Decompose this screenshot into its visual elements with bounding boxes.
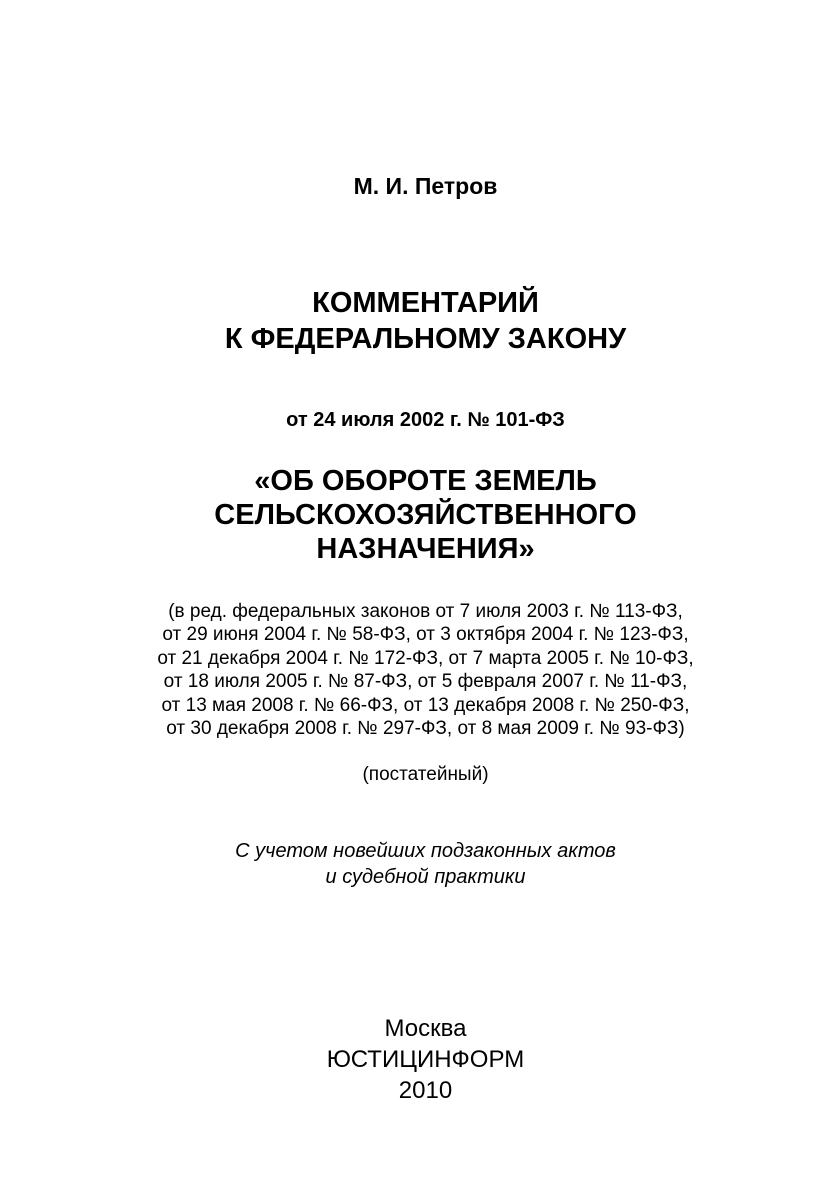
book-title	[0, 285, 827, 357]
amendment-line: от 30 декабря 2008 г. № 297-ФЗ, от 8 мая 2009 г. № 93-ФЗ)	[166, 718, 685, 740]
imprint-publisher: ЮСТИЦИНФОРМ	[326, 1046, 525, 1073]
law-name	[0, 464, 827, 566]
commentary-type: (постатейный)	[362, 764, 489, 785]
edition-note	[0, 838, 827, 890]
amendment-line: (в ред. федеральных законов от 7 июля 2003 г. № 113-ФЗ,	[168, 601, 683, 622]
book-title-line-2: К ФЕДЕРАЛЬНОМУ ЗАКОНУ	[224, 323, 627, 355]
amendment-line: от 18 июля 2005 г. № 87-ФЗ, от 5 февраля 2007 г. № 11-ФЗ,	[163, 671, 688, 693]
law-name-line-3: НАЗНАЧЕНИЯ»	[316, 533, 535, 565]
law-name-line-1: «ОБ ОБОРОТЕ ЗЕМЕЛЬ	[254, 465, 597, 497]
law-name-line-2: СЕЛЬСКОХОЗЯЙСТВЕННОГО	[214, 499, 637, 531]
author-name: М. И. Петров	[353, 173, 498, 199]
amendments-list	[0, 600, 827, 740]
publisher-imprint	[0, 1013, 827, 1106]
edition-note-line-1: С учетом новейших подзаконных актов	[235, 840, 616, 862]
book-title-line-1: КОММЕНТАРИЙ	[312, 287, 539, 319]
edition-note-line-2: и судебной практики	[325, 866, 526, 888]
imprint-year: 2010	[398, 1077, 453, 1104]
amendment-line: от 29 июня 2004 г. № 58-ФЗ, от 3 октября 2004 г. № 123-ФЗ,	[162, 624, 689, 646]
amendment-line: от 13 мая 2008 г. № 66-ФЗ, от 13 декабря 2008 г. № 250-ФЗ,	[161, 694, 690, 716]
imprint-city: Москва	[384, 1015, 467, 1042]
amendment-line: от 21 декабря 2004 г. № 172-ФЗ, от 7 марта 2005 г. № 10-ФЗ,	[157, 647, 694, 669]
law-date-number: от 24 июля 2002 г. № 101-ФЗ	[286, 409, 565, 431]
